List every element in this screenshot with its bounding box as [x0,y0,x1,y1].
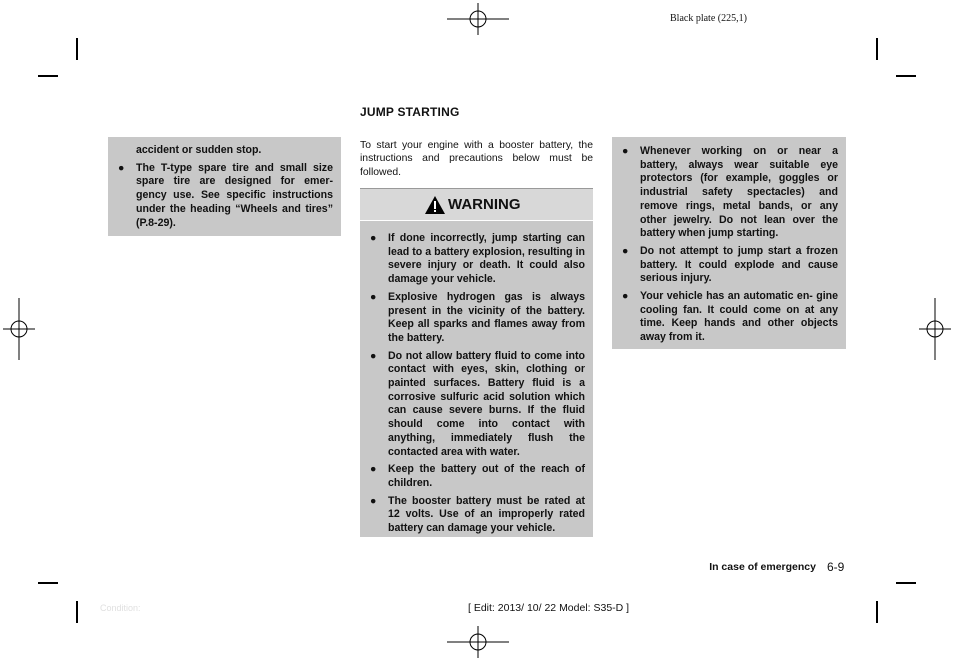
warning-triangle-icon [424,195,446,215]
list-item-text: Your vehicle has an automatic en- gine cooling fan. It could come on at any time. Keep hands and other objects away from it. [640,290,838,344]
list-item [620,245,838,286]
crop-mark [876,601,878,623]
list-item-text: Keep the battery out of the reach of children. [388,463,585,489]
list-item [620,290,838,345]
registration-mark-icon [3,298,35,360]
section-title: JUMP STARTING [360,105,460,119]
list-item-text: Do not attempt to jump start a frozen battery. It could explode and cause serious injury. [640,244,838,285]
bullet-icon: ● [622,290,629,303]
list-item [116,162,333,231]
bullet-icon: ● [370,463,377,476]
crop-mark [896,75,916,77]
right-warning-box [612,137,846,349]
crop-mark [38,75,58,77]
list-item-text: The booster battery must be rated at 12 volts. Use of an improperly rated battery can damage your vehicle. [388,494,585,535]
left-warning-box [108,137,341,236]
list-item-text: The T-type spare tire and small size spare tire are designed for emer- gency use. See specific instructions under the heading “Wheels and tires” (P.8-29). [136,161,333,229]
crop-mark [38,582,58,584]
crop-mark [76,601,78,623]
bullet-icon: ● [370,349,377,362]
plate-label: Black plate (225,1) [670,13,747,24]
list-item [368,291,585,346]
condition-label: Condition: [100,603,141,613]
list-item-text: Do not allow battery fluid to come into contact with eyes, skin, clothing or painted surfaces. Battery fluid is a corrosive sulfuric acid solution which can cause severe burns. If the fluid should come into contact with anything, immediately flush the contacted area with water. [388,349,585,458]
warning-label: WARNING [448,196,521,213]
list-item [368,350,585,460]
warning-header [360,188,593,220]
left-continuation-text: accident or sudden stop. [136,144,262,156]
list-item-text: Explosive hydrogen gas is always present in the vicinity of the battery. Keep all sparks and flames away from the battery. [388,290,585,344]
list-item-text: Whenever working on or near a battery, always wear suitable eye protectors (for example, goggles or industrial safety spectacles) and remove rings, metal bands, or any other jewelry. Do not lean over the battery when jump starting. [640,145,838,240]
middle-warning-box [360,221,593,537]
bullet-icon: ● [370,290,377,303]
crop-mark [896,582,916,584]
list-item [368,232,585,287]
bullet-icon: ● [622,145,629,157]
edit-info: [ Edit: 2013/ 10/ 22 Model: S35-D ] [468,602,630,614]
bullet-icon: ● [622,244,629,257]
registration-mark-icon [447,3,509,35]
page-number: 6-9 [827,560,845,574]
list-item-text: If done incorrectly, jump starting can lead to a battery explosion, resulting in severe injury or death. It could also damage your vehicle. [388,232,585,286]
footer-section-title: In case of emergency [709,561,816,573]
crop-mark [876,38,878,60]
list-item [368,463,585,490]
registration-mark-icon [447,626,509,658]
list-item [620,145,838,241]
intro-paragraph: To start your engine with a booster battery, the instructions and precautions below must be followed. [360,140,593,178]
bullet-icon: ● [118,161,125,174]
crop-mark [76,38,78,60]
bullet-icon: ● [370,232,377,244]
list-item [368,495,585,536]
registration-mark-icon [919,298,951,360]
bullet-icon: ● [370,494,377,507]
